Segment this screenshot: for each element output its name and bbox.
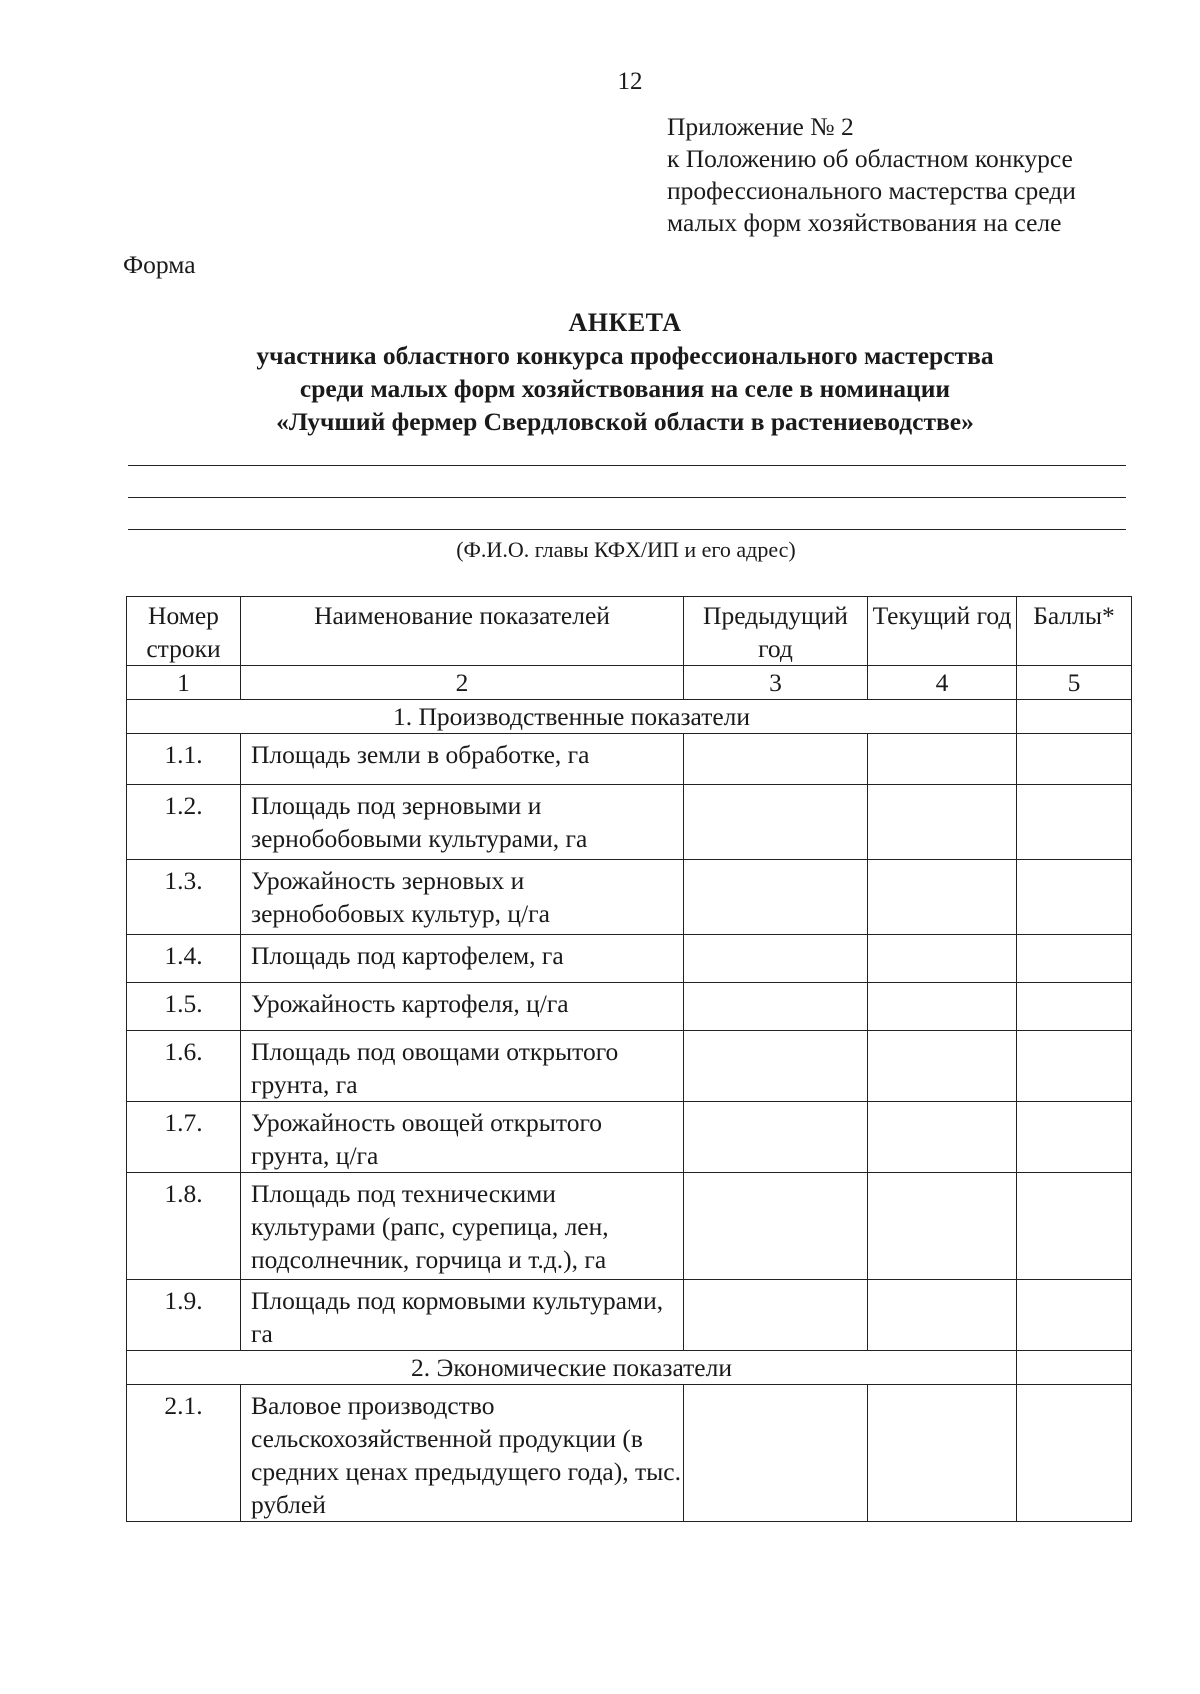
section-title: 1. Производственные показатели <box>127 700 1017 734</box>
current-year-cell[interactable] <box>868 785 1017 860</box>
current-year-cell[interactable] <box>868 1102 1017 1173</box>
row-number-text: 1.9. <box>164 1286 203 1315</box>
score-cell[interactable] <box>1017 1102 1132 1173</box>
current-year-cell[interactable] <box>868 935 1017 983</box>
table-row <box>127 860 1132 935</box>
previous-year-cell[interactable] <box>684 785 868 860</box>
document-title <box>0 306 1200 438</box>
indicator-name <box>241 734 684 785</box>
table-row <box>127 1173 1132 1280</box>
blank-fill-line[interactable] <box>128 529 1126 530</box>
score-cell[interactable] <box>1017 734 1132 785</box>
row-number-text: 1.3. <box>164 866 203 895</box>
row-number <box>127 1385 241 1522</box>
row-number-text: 1.6. <box>164 1037 203 1066</box>
score-cell[interactable] <box>1017 785 1132 860</box>
previous-year-cell[interactable] <box>684 1102 868 1173</box>
row-number <box>127 983 241 1031</box>
current-year-cell[interactable] <box>868 1385 1017 1522</box>
column-number: 1 <box>127 666 241 700</box>
indicator-name <box>241 1280 684 1351</box>
row-number-text: 1.5. <box>164 989 203 1018</box>
title-line: среди малых форм хозяйствования на селе в номинации <box>299 374 951 403</box>
section-header-row <box>127 1351 1132 1385</box>
questionnaire-table <box>126 596 1132 1522</box>
previous-year-cell[interactable] <box>684 860 868 935</box>
title-line: АНКЕТА <box>568 308 682 337</box>
section-header-row <box>127 700 1132 734</box>
current-year-cell[interactable] <box>868 734 1017 785</box>
section-score-cell[interactable] <box>1017 1351 1132 1385</box>
table-row <box>127 1385 1132 1522</box>
section-title: 2. Экономические показатели <box>127 1351 1017 1385</box>
row-number-text: 1.4. <box>164 941 203 970</box>
blank-fill-line[interactable] <box>128 497 1126 498</box>
appendix-line: малых форм хозяйствования на селе <box>667 208 1062 237</box>
indicator-name <box>241 1031 684 1102</box>
score-cell[interactable] <box>1017 1385 1132 1522</box>
table-row <box>127 1031 1132 1102</box>
column-number: 5 <box>1017 666 1132 700</box>
indicator-name-text: Площадь под овощами открытого грунта, га <box>251 1037 619 1099</box>
indicator-name <box>241 1173 684 1280</box>
row-number <box>127 785 241 860</box>
score-cell[interactable] <box>1017 1280 1132 1351</box>
table-row <box>127 785 1132 860</box>
indicator-name-text: Площадь под техническими культурами (рапс, сурепица, лен, подсолнечник, горчица и т.д.), га <box>251 1179 609 1274</box>
row-number-text: 1.8. <box>164 1179 203 1208</box>
previous-year-cell[interactable] <box>684 1031 868 1102</box>
score-cell[interactable] <box>1017 983 1132 1031</box>
column-number-row <box>127 666 1132 700</box>
table-row <box>127 1102 1132 1173</box>
previous-year-cell[interactable] <box>684 1385 868 1522</box>
page-number: 12 <box>617 68 643 95</box>
row-number <box>127 1102 241 1173</box>
row-number <box>127 734 241 785</box>
appendix-line: к Положению об областном конкурсе <box>667 144 1073 173</box>
column-number: 4 <box>868 666 1017 700</box>
row-number <box>127 860 241 935</box>
indicator-name <box>241 983 684 1031</box>
current-year-cell[interactable] <box>868 860 1017 935</box>
header-cell: Номер строки <box>127 597 241 666</box>
appendix-reference <box>667 111 1076 239</box>
current-year-cell[interactable] <box>868 983 1017 1031</box>
indicator-name <box>241 935 684 983</box>
current-year-cell[interactable] <box>868 1173 1017 1280</box>
column-number: 3 <box>684 666 868 700</box>
indicator-name-text: Площадь под зерновыми и зернобобовыми культурами, га <box>251 791 588 853</box>
indicator-name-text: Урожайность зерновых и зернобобовых культур, ц/га <box>251 866 550 928</box>
header-cell: Текущий год <box>868 597 1017 666</box>
table-row <box>127 983 1132 1031</box>
previous-year-cell[interactable] <box>684 1280 868 1351</box>
header-cell: Предыдущий год <box>684 597 868 666</box>
column-number: 2 <box>241 666 684 700</box>
section-score-cell[interactable] <box>1017 700 1132 734</box>
table-row <box>127 1280 1132 1351</box>
appendix-line: профессионального мастерства среди <box>667 176 1076 205</box>
indicator-name-text: Валовое производство сельскохозяйственной продукции (в средних ценах предыдущего года), тыс. рублей <box>251 1391 681 1519</box>
indicator-name-text: Урожайность картофеля, ц/га <box>251 989 569 1018</box>
score-cell[interactable] <box>1017 1173 1132 1280</box>
previous-year-cell[interactable] <box>684 935 868 983</box>
previous-year-cell[interactable] <box>684 734 868 785</box>
current-year-cell[interactable] <box>868 1280 1017 1351</box>
indicator-name <box>241 1102 684 1173</box>
table-row <box>127 734 1132 785</box>
blank-fill-line[interactable] <box>128 465 1126 466</box>
row-number <box>127 1173 241 1280</box>
appendix-line: Приложение № 2 <box>667 112 854 141</box>
current-year-cell[interactable] <box>868 1031 1017 1102</box>
previous-year-cell[interactable] <box>684 1173 868 1280</box>
header-cell: Наименование показателей <box>241 597 684 666</box>
indicator-name-text: Урожайность овощей открытого грунта, ц/га <box>251 1108 603 1170</box>
score-cell[interactable] <box>1017 935 1132 983</box>
indicator-name-text: Площадь земли в обработке, га <box>251 740 590 769</box>
row-number <box>127 1031 241 1102</box>
indicator-name <box>241 785 684 860</box>
row-number-text: 1.7. <box>164 1108 203 1137</box>
header-cell: Баллы* <box>1017 597 1132 666</box>
indicator-name-text: Площадь под кормовыми культурами, га <box>251 1286 664 1348</box>
title-line: участника областного конкурса профессионального мастерства <box>256 341 994 370</box>
row-number-text: 2.1. <box>164 1391 203 1420</box>
title-line: «Лучший фермер Свердловской области в растениеводстве» <box>276 407 974 436</box>
form-label: Форма <box>123 250 196 279</box>
score-cell[interactable] <box>1017 860 1132 935</box>
row-number-text: 1.2. <box>164 791 203 820</box>
fill-line-caption: (Ф.И.О. главы КФХ/ИП и его адрес) <box>456 537 796 562</box>
row-number <box>127 1280 241 1351</box>
indicator-name-text: Площадь под картофелем, га <box>251 941 564 970</box>
indicator-name <box>241 1385 684 1522</box>
indicator-name <box>241 860 684 935</box>
previous-year-cell[interactable] <box>684 983 868 1031</box>
score-cell[interactable] <box>1017 1031 1132 1102</box>
row-number-text: 1.1. <box>164 740 203 769</box>
table-row <box>127 935 1132 983</box>
table-header-row <box>127 597 1132 666</box>
row-number <box>127 935 241 983</box>
